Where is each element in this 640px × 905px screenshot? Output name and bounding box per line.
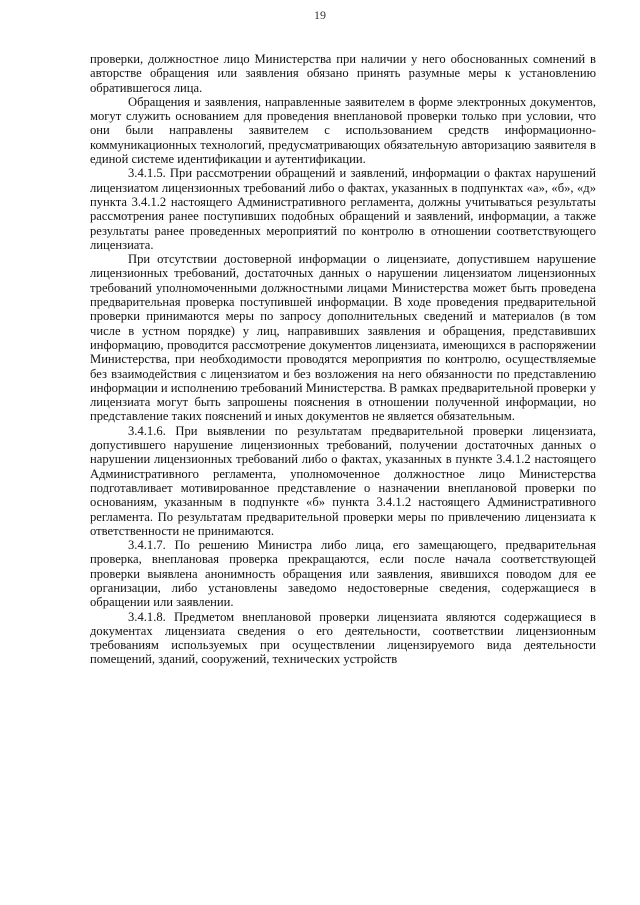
paragraph-3-4-1-6: 3.4.1.6. При выявлении по результатам предварительной проверки лицензиата, допустившего нарушение лицензионных требований, получении достаточных данных о нарушении лицензионных требований либо о фактах, указанных в пункте 3.4.1.2 настоящего Административного регламента, уполномоченное должностное лицо Министерства подготавливает мотивированное представление о назначении внеплановой проверки по основаниям, указанным в подпункте «б» пункта 3.4.1.2 настоящего Административного регламента. По результатам предварительной проверки меры по привлечению лицензиата к ответственности не принимаются. [90, 423, 596, 538]
paragraph-electronic-documents: Обращения и заявления, направленные заявителем в форме электронных документов, могут служить основанием для проведения внеплановой проверки только при условии, что они были направлены заявителем с использованием средств информационно-коммуникационных технологий, предусматривающих обязательную авторизацию заявителя в единой системе идентификации и аутентификации. [90, 94, 596, 167]
paragraph-3-4-1-8: 3.4.1.8. Предметом внеплановой проверки лицензиата являются содержащиеся в документах лицензиата сведения о его деятельности, соответствии лицензионным требованиям используемых при осуществлении лицензируемого вида деятельности помещений, зданий, сооружений, технических устройств [90, 609, 596, 667]
paragraph-3-4-1-5: 3.4.1.5. При рассмотрении обращений и заявлений, информации о фактах нарушений лицензиатом лицензионных требований либо о фактах, указанных в подпунктах «а», «б», «д» пункта 3.4.1.2 настоящего Административного регламента, должны учитываться результаты рассмотрения ранее поступивших подобных обращений и заявлений, информации, а также результаты ранее проведенных мероприятий по контролю в отношении соответствующего лицензиата. [90, 166, 596, 252]
document-body [90, 52, 596, 667]
paragraph-3-4-1-7: 3.4.1.7. По решению Министра либо лица, его замещающего, предварительная проверка, внеплановая проверка прекращаются, если после начала соответствующей проверки выявлена анонимность обращения или заявления, явившихся поводом для ее организации, либо установлены заведомо недостоверные сведения, содержащиеся в обращении или заявлении. [90, 538, 596, 610]
page-number: 19 [314, 8, 326, 22]
paragraph-continuation: проверки, должностное лицо Министерства при наличии у него обоснованных сомнений в авторстве обращения или заявления обязано принять разумные меры к установлению обратившегося лица. [90, 52, 596, 95]
paragraph-preliminary-check: При отсутствии достоверной информации о лицензиате, допустившем нарушение лицензионных требований, достаточных данных о нарушении лицензиатом лицензионных требований уполномоченными должностными лицами Министерства может быть проведена предварительная проверка поступившей информации. В ходе проведения предварительной проверки принимаются меры по запросу дополнительных сведений и материалов (в том числе в устном порядке) у лиц, направивших заявления и обращения, представивших информацию, проводится рассмотрение документов лицензиата, имеющихся в распоряжении Министерства, при необходимости проводятся мероприятия по контролю, осуществляемые без взаимодействия с лицензиатом и без возложения на него обязанности по представлению информации и исполнению требований Министерства. В рамках предварительной проверки у лицензиата могут быть запрошены пояснения в отношении полученной информации, но представление таких пояснений и иных документов не является обязательным. [90, 252, 596, 424]
